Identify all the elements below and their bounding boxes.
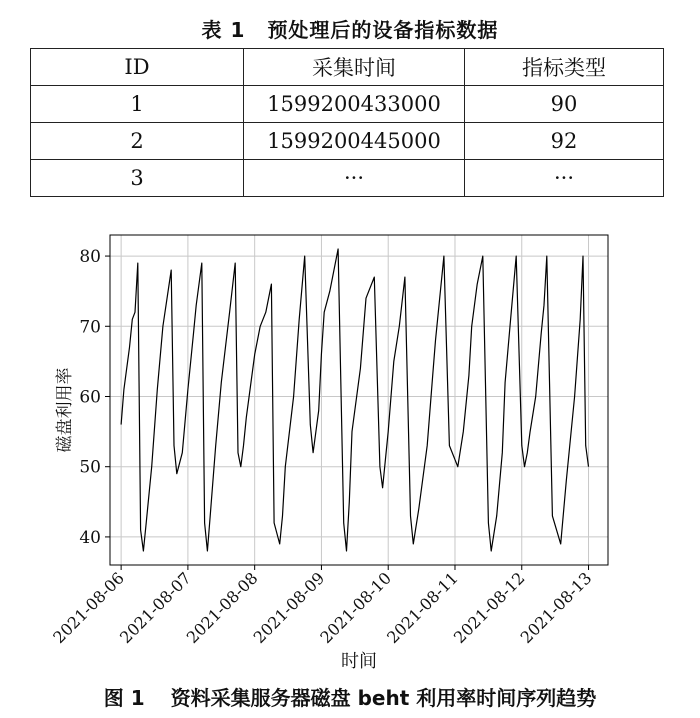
y-axis-label: 磁盘利用率 [55, 367, 75, 453]
table-caption [0, 14, 700, 43]
table-cell-type: 90 [465, 86, 664, 123]
y-tick-label: 40 [79, 527, 101, 548]
table-header-row [31, 49, 664, 86]
x-tick-label: 2021-08-06 [49, 568, 128, 648]
table-cell-type: ··· [465, 160, 664, 197]
y-tick-label: 80 [79, 247, 101, 268]
table-row [31, 123, 664, 160]
x-tick-label: 2021-08-11 [383, 568, 462, 648]
disk-utilization-chart [0, 225, 700, 680]
x-tick-label: 2021-08-09 [249, 568, 329, 648]
y-tick-label: 60 [79, 387, 101, 408]
figure-caption-title: 资料采集服务器磁盘 beht 利用率时间序列趋势 [170, 686, 597, 710]
table-header-id: ID [31, 49, 244, 86]
table-row [31, 160, 664, 197]
chart-svg [0, 225, 700, 680]
table-header-collect-time: 采集时间 [244, 49, 465, 86]
x-tick-label: 2021-08-07 [116, 568, 195, 648]
series-line [121, 249, 588, 551]
plot-frame [110, 235, 608, 565]
table-cell-time: ··· [244, 160, 465, 197]
x-tick-label: 2021-08-13 [516, 568, 596, 648]
figure-caption [0, 682, 700, 711]
table-cell-time: 1599200433000 [244, 86, 465, 123]
figure-caption-number: 图 1 [103, 686, 145, 710]
table-cell-id: 2 [31, 123, 244, 160]
table-cell-type: 92 [465, 123, 664, 160]
table-row [31, 86, 664, 123]
x-tick-label: 2021-08-08 [182, 568, 262, 648]
table-cell-id: 1 [31, 86, 244, 123]
x-tick-label: 2021-08-12 [449, 568, 529, 648]
x-axis-label: 时间 [341, 651, 377, 672]
y-tick-label: 70 [79, 317, 101, 338]
table-caption-number: 表 1 [201, 18, 246, 42]
y-tick-label: 50 [79, 457, 101, 478]
table-cell-time: 1599200445000 [244, 123, 465, 160]
device-metrics-table [30, 48, 664, 197]
table-header-metric-type: 指标类型 [465, 49, 664, 86]
x-tick-label: 2021-08-10 [316, 568, 396, 648]
table-cell-id: 3 [31, 160, 244, 197]
table-caption-title: 预处理后的设备指标数据 [267, 18, 499, 42]
